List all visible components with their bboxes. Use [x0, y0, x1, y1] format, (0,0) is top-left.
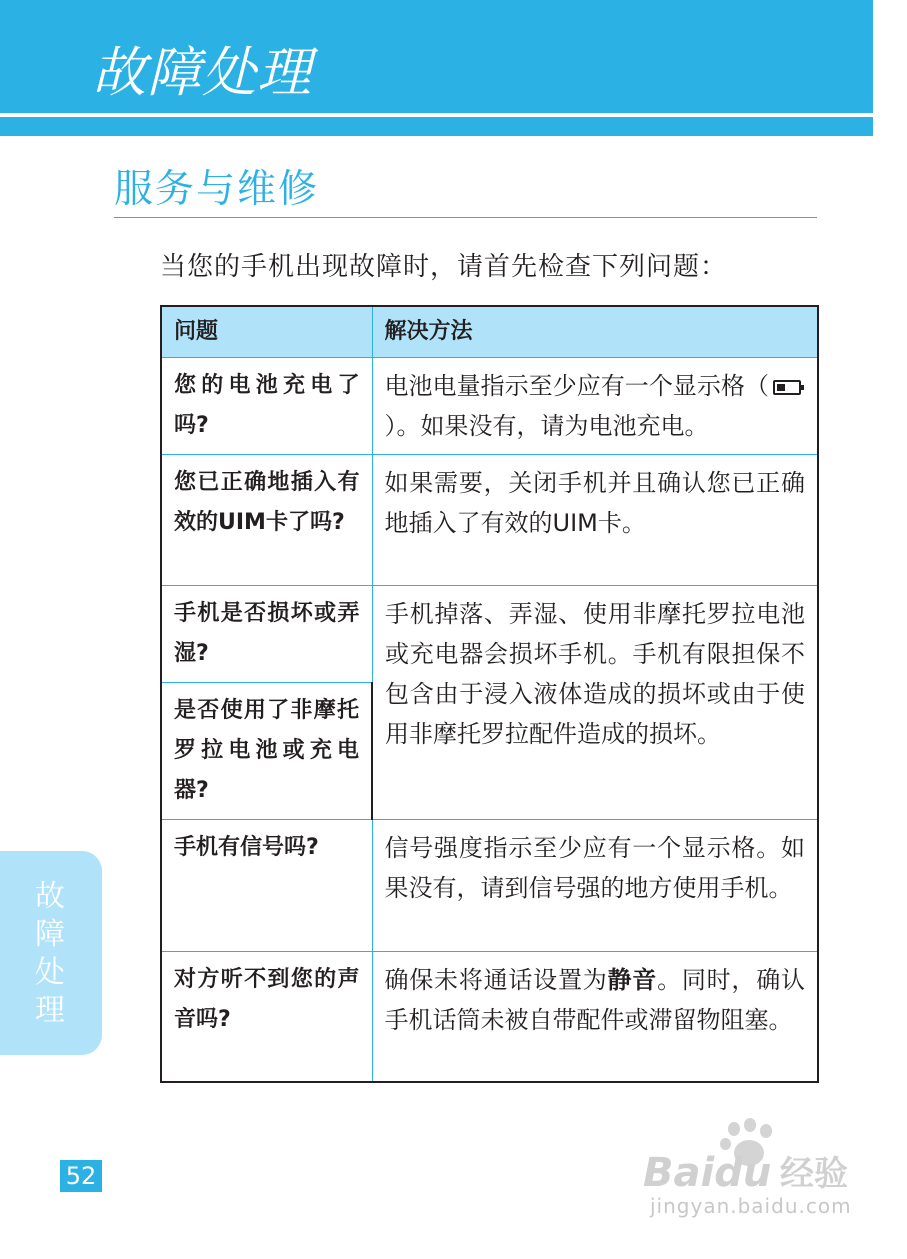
intro-text: 当您的手机出现故障时，请首先检查下列问题：	[160, 252, 728, 282]
chapter-title: 故障处理	[92, 41, 312, 104]
watermark-brand: 经验	[780, 1154, 848, 1194]
mute-keyword: 静音	[607, 966, 658, 994]
solution-cell: 信号强度指示至少应有一个显示格。如果没有，请到信号强的地方使用手机。	[372, 820, 818, 952]
section-title: 服务与维修	[114, 167, 320, 212]
problem-cell: 手机有信号吗?	[161, 820, 372, 952]
watermark-logo: Baidu	[643, 1150, 772, 1196]
column-header-solution: 解决方法	[372, 306, 818, 358]
table-row	[161, 586, 818, 683]
solution-text-after: 。同时，确认手机话筒未被自带配件或滞留物阻塞。	[384, 966, 805, 1034]
problem-cell: 对方听不到您的声音吗?	[161, 952, 372, 1082]
solution-cell	[372, 952, 818, 1082]
problem-cell: 手机是否损坏或弄湿?	[161, 586, 372, 683]
solution-text-before: 确保未将通话设置为	[384, 966, 608, 994]
table-row	[161, 358, 818, 455]
problem-cell: 您的电池充电了吗?	[161, 358, 372, 455]
solution-cell: 手机掉落、弄湿、使用非摩托罗拉电池或充电器会损坏手机。手机有限担保不包含由于浸入液体造成的损坏或由于使用非摩托罗拉配件造成的损坏。	[372, 586, 818, 820]
solution-text-before: 电池电量指示至少应有一个显示格（	[384, 372, 769, 400]
side-tab-label: 故障处理	[35, 879, 65, 1028]
watermark-url: jingyan.baidu.com	[650, 1194, 852, 1218]
table-header-row	[161, 306, 818, 358]
table-row	[161, 952, 818, 1082]
header-stripe	[0, 117, 873, 136]
section-divider	[114, 217, 817, 218]
troubleshooting-table	[160, 305, 819, 1083]
problem-cell: 您已正确地插入有效的UIM卡了吗?	[161, 455, 372, 586]
battery-low-icon	[773, 380, 801, 395]
table-row	[161, 820, 818, 952]
solution-cell: 如果需要，关闭手机并且确认您已正确地插入了有效的UIM卡。	[372, 455, 818, 586]
solution-text-after: ）。如果没有，请为电池充电。	[384, 412, 709, 440]
column-header-problem: 问题	[161, 306, 372, 358]
problem-cell: 是否使用了非摩托罗拉电池或充电器?	[161, 683, 372, 820]
table-row	[161, 455, 818, 586]
solution-cell	[372, 358, 818, 455]
page-number: 52	[60, 1160, 102, 1192]
